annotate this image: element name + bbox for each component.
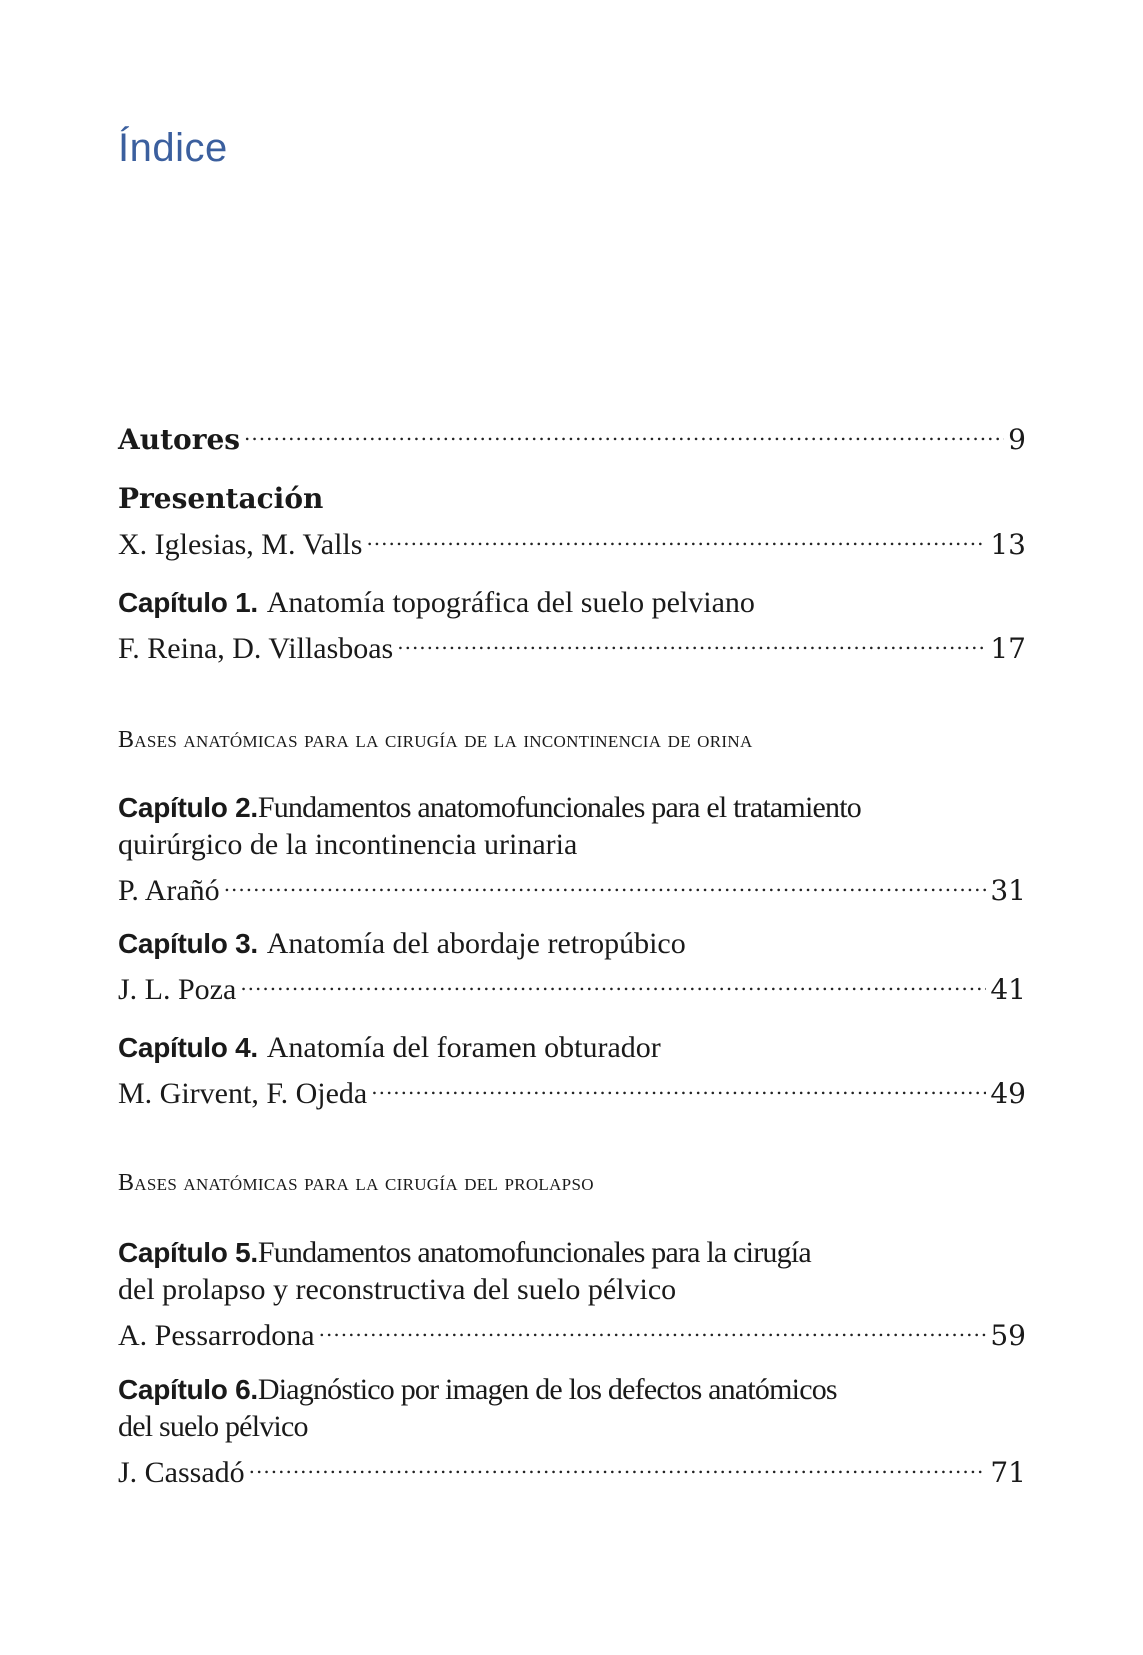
entry-title: Presentación: [118, 482, 324, 515]
page-number: 17: [990, 632, 1026, 665]
entry-authors: P. Arañó: [118, 874, 220, 907]
toc-entry-capitulo-6[interactable]: [118, 1371, 1026, 1491]
page-number: 71: [990, 1456, 1026, 1489]
chapter-label: Capítulo 4.: [118, 1032, 258, 1063]
dot-leader: [366, 517, 986, 554]
page-number: 49: [990, 1077, 1026, 1110]
toc-entry-autores[interactable]: [118, 412, 1026, 458]
dot-leader: [244, 412, 1004, 449]
chapter-title-continued: quirúrgico de la incontinencia urinaria: [118, 828, 578, 861]
page-number: 59: [990, 1319, 1026, 1352]
toc-entry-capitulo-5[interactable]: [118, 1234, 1026, 1354]
chapter-title: Fundamentos anatomofuncionales para el tratamiento: [257, 791, 861, 824]
dot-leader: [224, 863, 987, 900]
toc-entry-capitulo-3[interactable]: [118, 925, 1026, 1008]
chapter-label: Capítulo 1.: [118, 587, 258, 618]
chapter-label: Capítulo 6.: [118, 1374, 258, 1405]
chapter-title: Anatomía del abordaje retropúbico: [266, 927, 686, 960]
toc-entry-capitulo-2[interactable]: [118, 789, 1026, 909]
toc-entry-presentacion[interactable]: [118, 480, 1026, 563]
chapter-title-continued: del prolapso y reconstructiva del suelo pélvico: [118, 1273, 677, 1306]
page-number: 9: [1008, 423, 1026, 456]
chapter-title: Anatomía del foramen obturador: [266, 1031, 661, 1064]
page-number: 31: [990, 874, 1026, 907]
section-heading: Bases anatómicas para la cirugía del prolapso: [118, 1170, 594, 1196]
chapter-title: Diagnóstico por imagen de los defectos anatómicos: [257, 1373, 837, 1406]
page-title: Índice: [118, 126, 228, 170]
dot-leader: [397, 621, 986, 658]
chapter-label: Capítulo 3.: [118, 928, 258, 959]
dot-leader: [249, 1445, 987, 1482]
chapter-title-continued: del suelo pélvico: [118, 1410, 308, 1443]
entry-authors: J. L. Poza: [118, 973, 237, 1006]
entry-authors: F. Reina, D. Villasboas: [118, 632, 394, 665]
toc-entry-capitulo-1[interactable]: [118, 584, 1026, 667]
entry-authors: J. Cassadó: [118, 1456, 245, 1489]
entry-authors: X. Iglesias, M. Valls: [118, 528, 363, 561]
dot-leader: [240, 962, 986, 999]
page-number: 13: [990, 528, 1026, 561]
section-heading: Bases anatómicas para la cirugía de la incontinencia de orina: [118, 727, 753, 753]
chapter-title: Anatomía topográfica del suelo pelviano: [266, 586, 755, 619]
toc-entry-capitulo-4[interactable]: [118, 1029, 1026, 1112]
page-number: 41: [990, 973, 1026, 1006]
dot-leader: [371, 1066, 986, 1103]
chapter-label: Capítulo 2.: [118, 792, 258, 823]
entry-title: Autores: [118, 423, 241, 456]
entry-authors: A. Pessarrodona: [118, 1319, 315, 1352]
chapter-label: Capítulo 5.: [118, 1237, 258, 1268]
entry-authors: M. Girvent, F. Ojeda: [118, 1077, 368, 1110]
chapter-title: Fundamentos anatomofuncionales para la cirugía: [257, 1236, 811, 1269]
dot-leader: [319, 1308, 987, 1345]
